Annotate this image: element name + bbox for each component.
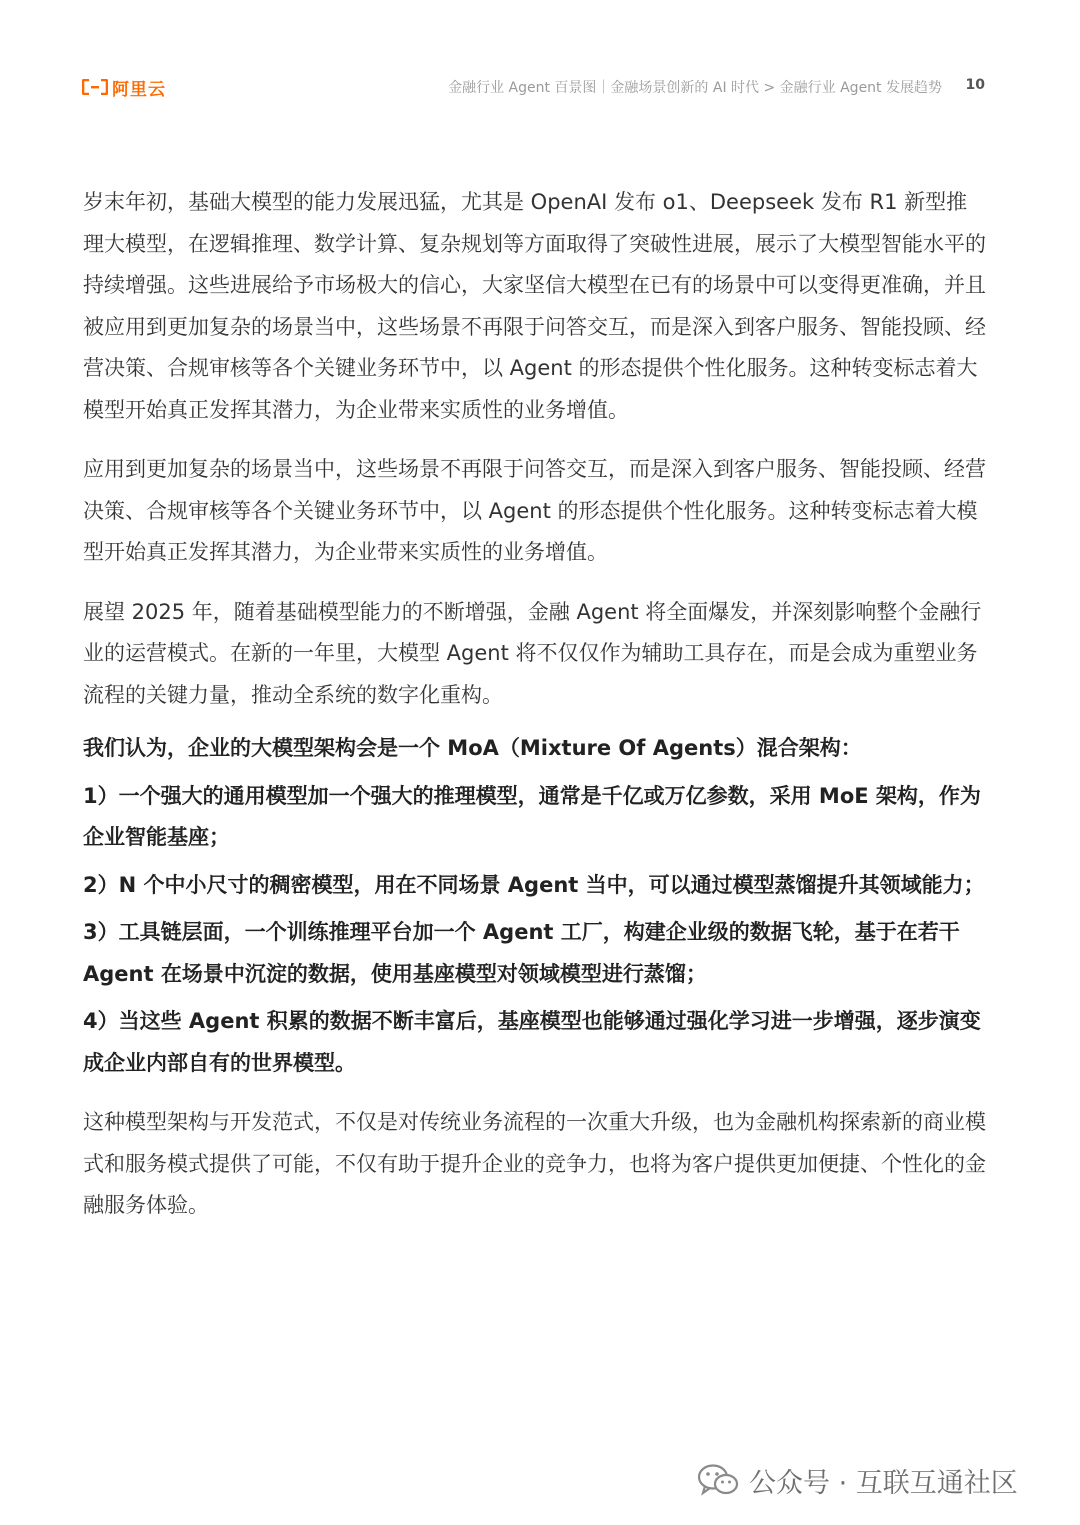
moa-point-2: 2）N 个中小尺寸的稠密模型，用在不同场景 Agent 当中，可以通过模型蒸馏提升其领域能力； bbox=[83, 872, 985, 897]
breadcrumb: 金融行业 Agent 百景图｜金融场景创新的 AI 时代 > 金融行业 Agent 发展趋势 bbox=[448, 80, 942, 96]
logo-text: 阿里云 bbox=[112, 79, 166, 100]
moa-heading: 我们认为，企业的大模型架构会是一个 MoA（Mixture Of Agents）混合架构： bbox=[83, 736, 862, 760]
paragraph-conclusion: 这种模型架构与开发范式，不仅是对传统业务流程的一次重大升级，也为金融机构探索新的商业模式和服务模式提供了可能，不仅有助于提升企业的竞争力，也将为客户提供更加便捷、个性化的金融服务体验。 bbox=[83, 1110, 986, 1217]
aliyun-logo bbox=[82, 75, 166, 99]
paragraph-repeat: 应用到更加复杂的场景当中，这些场景不再限于问答交互，而是深入到客户服务、智能投顾、经营决策、合规审核等各个关键业务环节中，以 Agent 的形态提供个性化服务。这种转变标志着大模型开始真正发挥其潜力，为企业带来实质性的业务增值。 bbox=[83, 457, 986, 564]
paragraph-outlook: 展望 2025 年，随着基础模型能力的不断增强，金融 Agent 将全面爆发，并深刻影响整个金融行业的运营模式。在新的一年里，大模型 Agent 将不仅仅作为辅助工具存在，而是会成为重塑业务流程的关键力量，推动全系统的数字化重构。 bbox=[83, 599, 982, 707]
moa-point-4: 4）当这些 Agent 积累的数据不断丰富后，基座模型也能够通过强化学习进一步增强，逐步演变成企业内部自有的世界模型。 bbox=[83, 1009, 981, 1075]
page-header bbox=[0, 0, 1080, 120]
wechat-icon bbox=[697, 1463, 739, 1497]
main-content bbox=[83, 182, 988, 1227]
moa-point-1: 1）一个强大的通用模型加一个强大的推理模型，通常是千亿或万亿参数，采用 MoE 架构，作为企业智能基座； bbox=[83, 783, 981, 849]
wechat-watermark bbox=[697, 1455, 1018, 1505]
paragraph-intro: 岁末年初，基础大模型的能力发展迅猛，尤其是 OpenAI 发布 o1、Deepseek 发布 R1 新型推理大模型，在逻辑推理、数学计算、复杂规划等方面取得了突破性进展，展示了大模型智能水平的持续增强。这些进展给予市场极大的信心，大家坚信大模型在已有的场景中可以变得更准确，并且被应用到更加复杂的场景当中，这些场景不再限于问答交互，而是深入到客户服务、智能投顾、经营决策、合规审核等各个关键业务环节中，以 Agent 的形态提供个性化服务。这种转变标志着大模型开始真正发挥其潜力，为企业带来实质性的业务增值。 bbox=[83, 190, 986, 422]
page-number: 10 bbox=[965, 77, 985, 93]
watermark-text: 公众号 · 互联互通社区 bbox=[749, 1467, 1018, 1499]
aliyun-logo-icon bbox=[82, 79, 108, 95]
moa-point-3: 3）工具链层面，一个训练推理平台加一个 Agent 工厂，构建企业级的数据飞轮，基于在若干 Agent 在场景中沉淀的数据，使用基座模型对领域模型进行蒸馏； bbox=[83, 920, 960, 986]
